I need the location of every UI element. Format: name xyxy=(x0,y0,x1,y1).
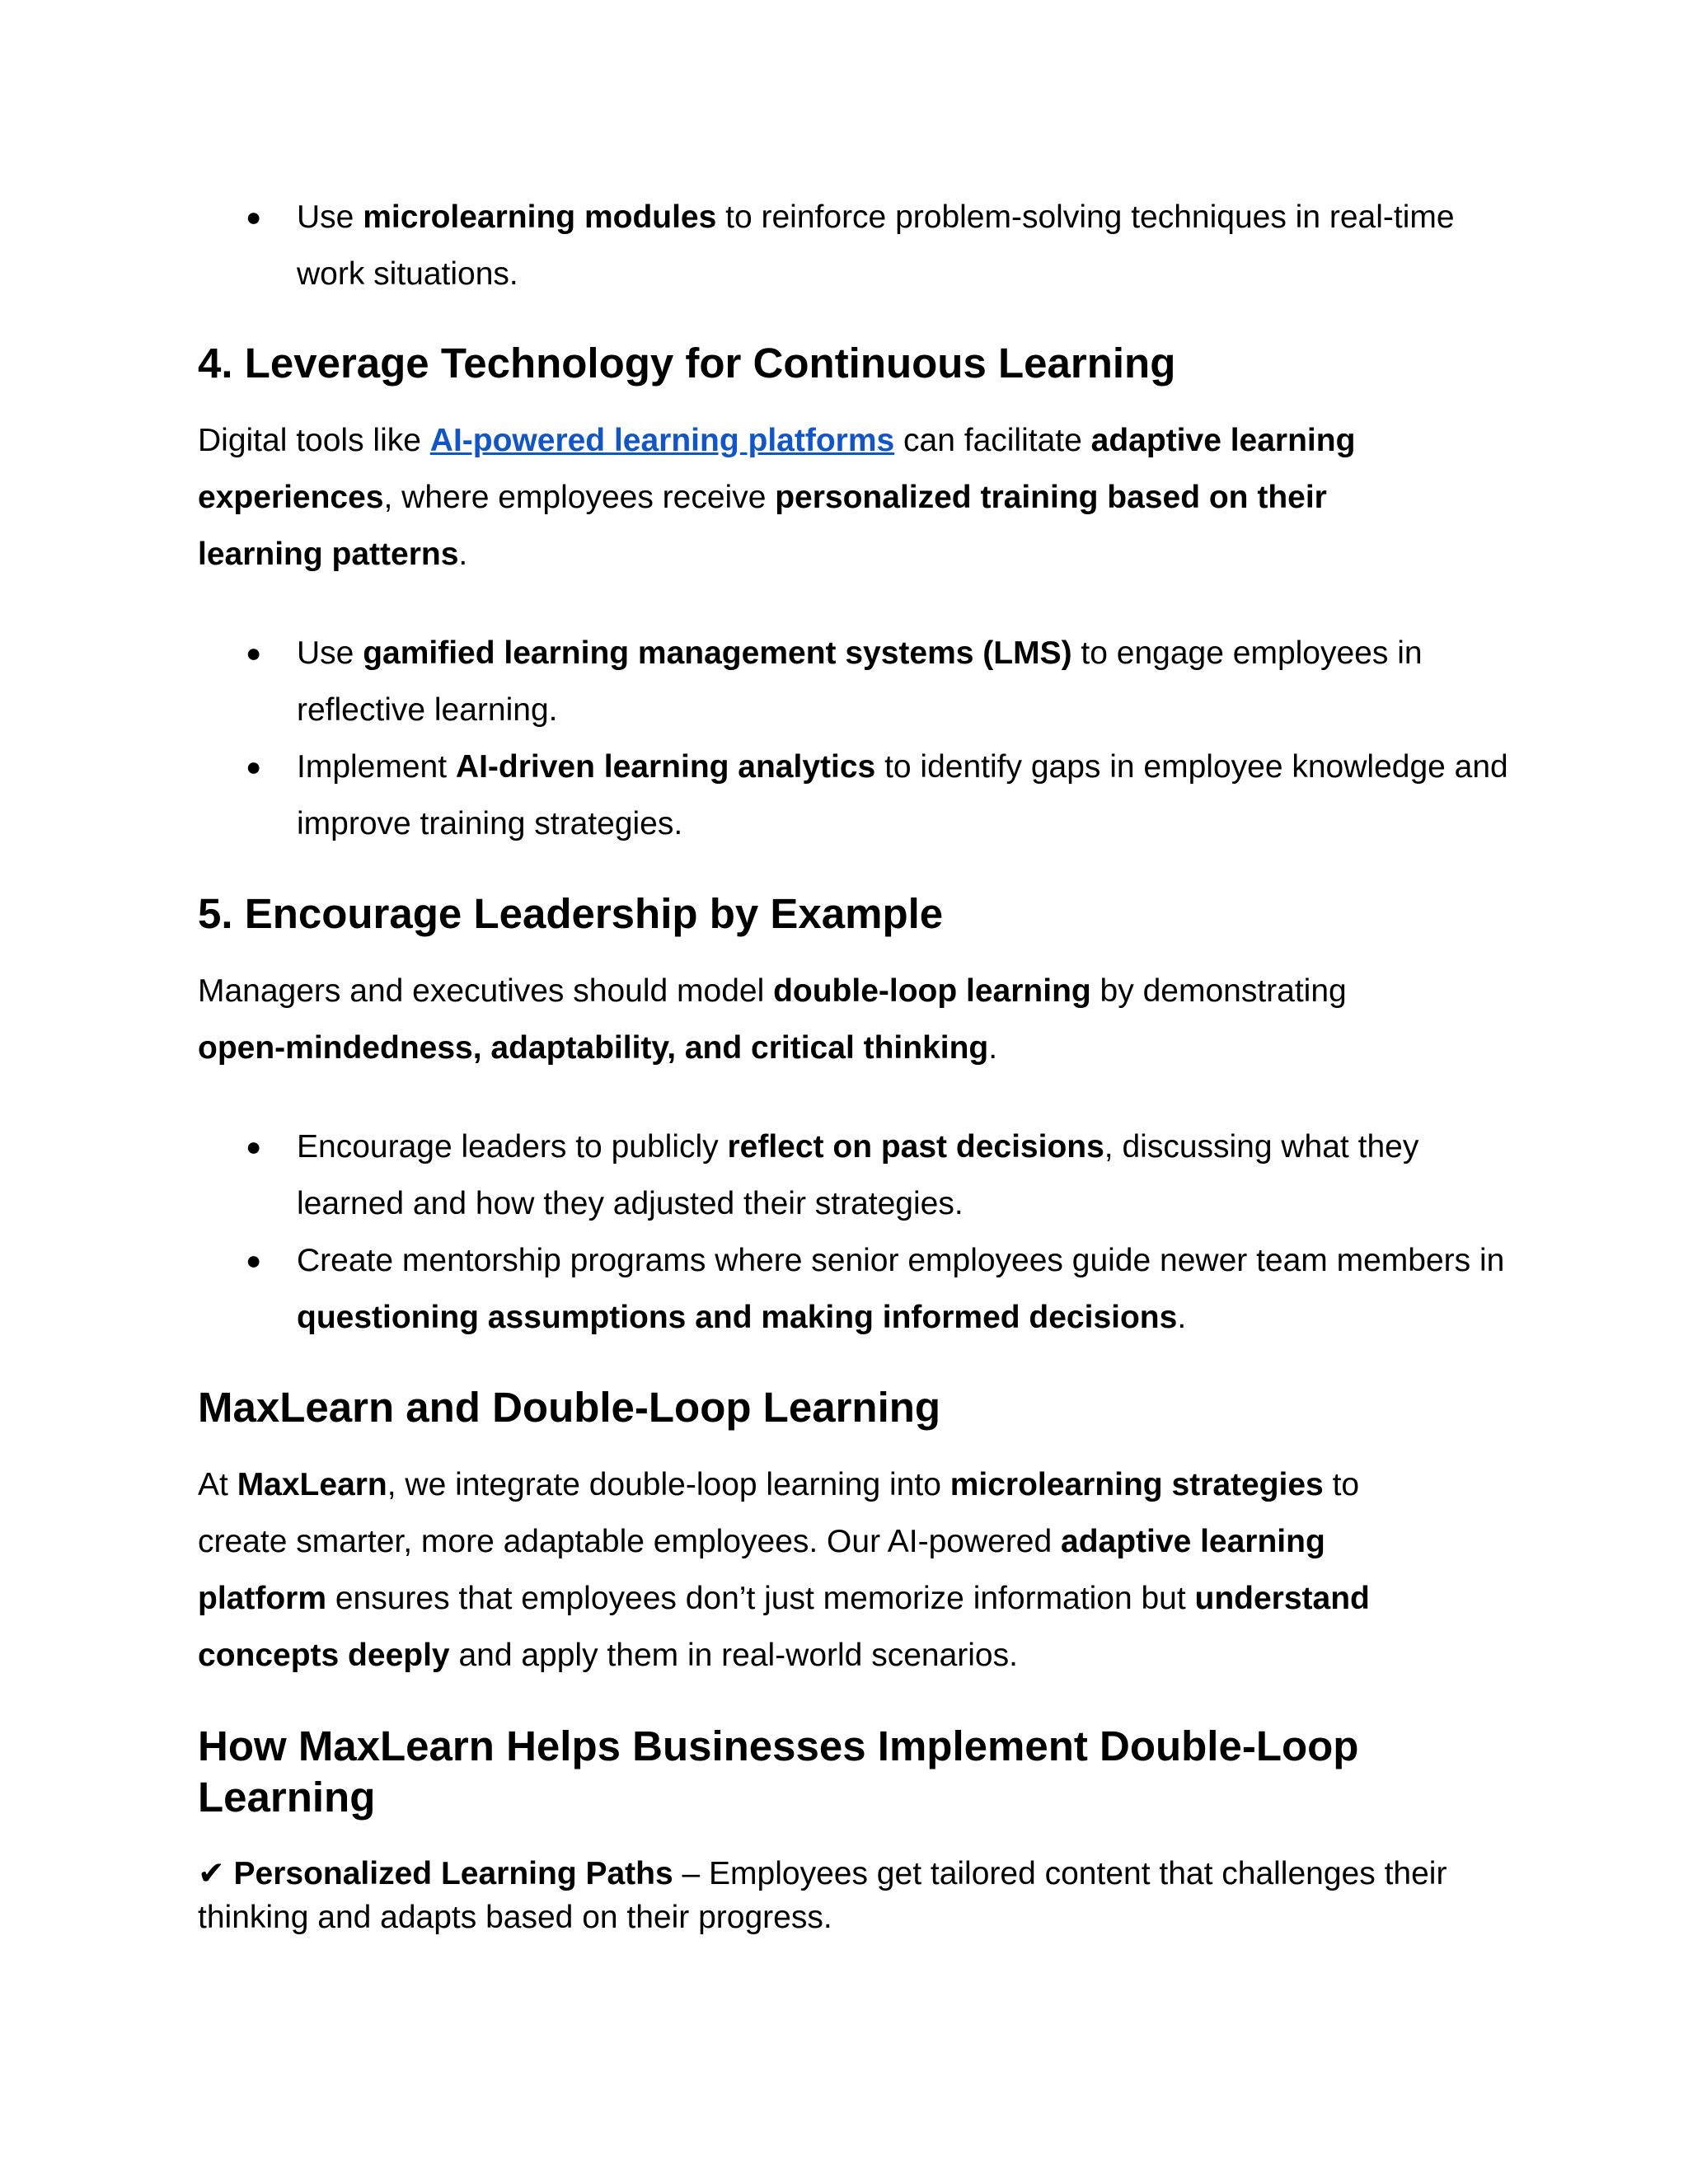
section-heading-5: 5. Encourage Leadership by Example xyxy=(198,890,944,937)
bullet-dot: ● xyxy=(246,1245,262,1275)
text-run: ensures that employees don’t just memorize information but xyxy=(326,1581,1195,1616)
bold-run: microlearning strategies xyxy=(950,1467,1324,1502)
check-icon: ✔ xyxy=(198,1856,225,1891)
text-run: . xyxy=(458,537,468,572)
text-run: by demonstrating xyxy=(1090,973,1347,1009)
text-run: Digital tools like xyxy=(198,423,430,458)
bold-run: AI-driven learning analytics xyxy=(455,749,876,785)
text-run: , discussing what they learned and how they adjusted their strategies. xyxy=(297,1129,1419,1221)
bullet-text: Use xyxy=(297,199,363,235)
bold-run: personalized training based on their learning patterns xyxy=(198,480,1327,572)
bullet-dot: ● xyxy=(246,638,262,668)
list-item xyxy=(198,1118,1517,1232)
text-run: Use xyxy=(297,635,363,671)
text-run: At xyxy=(198,1467,237,1502)
ai-platforms-link[interactable]: AI-powered learning platforms xyxy=(429,423,895,458)
maxlearn-paragraph xyxy=(198,1456,1418,1684)
section-heading-4: 4. Leverage Technology for Continuous Learning xyxy=(198,340,1176,387)
bold-run: MaxLearn xyxy=(237,1467,387,1502)
text-run: and apply them in real-world scenarios. xyxy=(449,1638,1018,1673)
bullet-dot: ● xyxy=(246,1132,262,1161)
text-run: – Employees get tailored content that challenges their thinking and adapts based on their progress. xyxy=(198,1856,1447,1935)
text-run: . xyxy=(1177,1300,1187,1335)
list-item xyxy=(198,1232,1517,1346)
bold-run: adaptive learning experiences xyxy=(198,423,1356,515)
text-run: , where employees receive xyxy=(383,480,776,515)
bullet-dot: ● xyxy=(246,752,262,781)
checklist-item xyxy=(198,1852,1451,1939)
bullet-list-section4 xyxy=(198,625,1508,852)
text-run: to identify gaps in employee knowledge and improve training strategies. xyxy=(297,749,1508,841)
list-item xyxy=(198,625,1517,738)
bold-run: Personalized Learning Paths xyxy=(233,1856,673,1891)
bold-run: understand concepts deeply xyxy=(198,1581,1370,1673)
text-run: can facilitate xyxy=(894,423,1091,458)
bullet-bold-text: microlearning modules xyxy=(363,199,717,235)
text-run: Encourage leaders to publicly xyxy=(297,1129,728,1165)
section5-paragraph xyxy=(198,963,1385,1076)
bullet-dot: ● xyxy=(246,202,262,232)
bold-run: reflect on past decisions xyxy=(727,1129,1104,1165)
text-run: Create mentorship programs where senior employees guide newer team members in xyxy=(297,1243,1505,1278)
bold-run: gamified learning management systems (LMS) xyxy=(363,635,1072,671)
bold-run: double-loop learning xyxy=(773,973,1091,1009)
bullet-list-section5 xyxy=(198,1118,1505,1346)
maxlearn-heading: MaxLearn and Double-Loop Learning xyxy=(198,1384,941,1431)
bold-run: questioning assumptions and making informed decisions xyxy=(297,1300,1178,1335)
text-run: Managers and executives should model xyxy=(198,973,774,1009)
text-run: . xyxy=(988,1030,998,1066)
bullet-text: to reinforce problem-solving techniques in real-time work situations. xyxy=(297,199,1455,292)
text-run: to create smarter, more adaptable employees. Our AI-powered xyxy=(198,1467,1360,1559)
list-item xyxy=(198,189,1500,302)
text-run: Implement xyxy=(297,749,456,785)
bullet-list-top xyxy=(198,189,1500,302)
bold-run: open-mindedness, adaptability, and critical thinking xyxy=(198,1030,989,1066)
list-item xyxy=(198,738,1517,852)
section4-paragraph xyxy=(198,412,1418,583)
bold-run: adaptive learning platform xyxy=(198,1524,1325,1616)
text-run: , we integrate double-loop learning into xyxy=(387,1467,950,1502)
text-run: to engage employees in reflective learning. xyxy=(297,635,1423,728)
how-maxlearn-heading: How MaxLearn Helps Businesses Implement Double-Loop Learning xyxy=(198,1722,1359,1821)
